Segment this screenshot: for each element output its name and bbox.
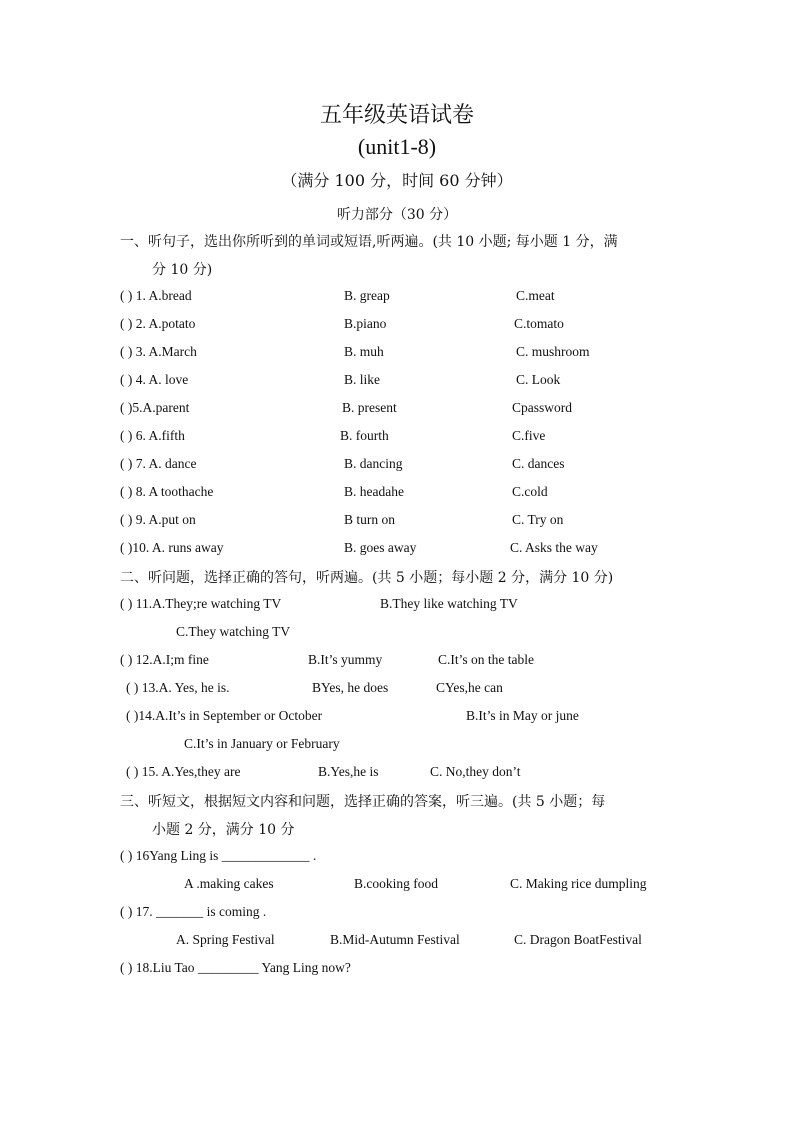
section3-instructions — [120, 788, 680, 844]
section1-line1: 一、听句子，选出你所听到的单词或短语,听两遍。(共 10 小题; 每小题 1 分，满 — [120, 234, 618, 250]
question-11-option-a: ( ) 11.A.They;re watching TV — [120, 596, 282, 611]
question-16-stem: ( ) 16Yang Ling is _____________ . — [120, 848, 317, 863]
question-stem: ( ) 9. A.put on — [120, 512, 196, 527]
option-c: C. mushroom — [516, 344, 590, 359]
section3-line2: 小题 2 分，满分 10 分 — [152, 822, 295, 838]
section2-instructions — [120, 564, 680, 592]
question-stem: ( ) 8. A toothache — [120, 484, 214, 499]
question-stem: ( )5.A.parent — [120, 400, 190, 415]
question-13-option-c: CYes,he can — [436, 680, 503, 695]
question-14-option-a: ( )14.A.It’s in September or October — [126, 708, 323, 723]
question-18-stem: ( ) 18.Liu Tao _________ Yang Ling now? — [120, 960, 351, 975]
question-13-option-a: ( ) 13.A. Yes, he is. — [126, 680, 230, 695]
option-b: B. muh — [344, 344, 384, 359]
question-15-option-c: C. No,they don’t — [430, 764, 521, 779]
question-16-option-c: C. Making rice dumpling — [510, 876, 647, 891]
option-b: B. headahe — [344, 484, 404, 499]
section3-line1: 三、听短文，根据短文内容和问题，选择正确的答案，听三遍。(共 5 小题；每 — [120, 794, 606, 810]
option-c: Cpassword — [512, 400, 572, 415]
section1-instructions — [120, 228, 680, 284]
option-c: C. Look — [516, 372, 561, 387]
question-15-option-b: B.Yes,he is — [318, 764, 379, 779]
option-c: C. Try on — [512, 512, 564, 527]
score-time: （满分 100 分，时间 60 分钟） — [281, 171, 513, 190]
option-b: B. greap — [344, 288, 390, 303]
question-stem: ( ) 6. A.fifth — [120, 428, 185, 443]
question-stem: ( ) 3. A.March — [120, 344, 197, 359]
question-17-stem: ( ) 17. _______ is coming . — [120, 904, 267, 919]
option-c: C.cold — [512, 484, 548, 499]
question-15-option-a: ( ) 15. A.Yes,they are — [126, 764, 241, 779]
question-stem: ( )10. A. runs away — [120, 540, 224, 555]
option-c: C. dances — [512, 456, 565, 471]
question-stem: ( ) 1. A.bread — [120, 288, 192, 303]
question-13-option-b: BYes, he does — [312, 680, 389, 695]
option-b: B. present — [342, 400, 397, 415]
option-c: C.tomato — [514, 316, 564, 331]
question-stem: ( ) 4. A. love — [120, 372, 189, 387]
option-b: B. fourth — [340, 428, 389, 443]
exam-subtitle: (unit1-8) — [357, 134, 437, 159]
option-b: B turn on — [344, 512, 396, 527]
question-16-option-a: A .making cakes — [184, 876, 274, 891]
question-17-option-c: C. Dragon BoatFestival — [514, 932, 642, 947]
question-stem: ( ) 2. A.potato — [120, 316, 196, 331]
option-b: B. dancing — [344, 456, 403, 471]
option-b: B. like — [344, 372, 380, 387]
question-11-option-b: B.They like watching TV — [380, 596, 518, 611]
section1-line2: 分 10 分) — [152, 262, 213, 278]
question-17-option-a: A. Spring Festival — [176, 932, 275, 947]
question-14-option-c: C.It’s in January or February — [184, 736, 340, 751]
listening-heading: 听力部分（30 分） — [336, 207, 458, 223]
question-14-option-b: B.It’s in May or june — [466, 708, 579, 723]
option-b: B.piano — [344, 316, 387, 331]
option-c: C.meat — [516, 288, 555, 303]
question-stem: ( ) 7. A. dance — [120, 456, 197, 471]
question-12-option-a: ( ) 12.A.I;m fine — [120, 652, 209, 667]
question-11-option-c: C.They watching TV — [176, 624, 291, 639]
question-12-option-b: B.It’s yummy — [308, 652, 383, 667]
question-16-option-b: B.cooking food — [354, 876, 438, 891]
exam-title: 五年级英语试卷 — [319, 103, 474, 128]
question-12-option-c: C.It’s on the table — [438, 652, 534, 667]
option-c: C.five — [512, 428, 546, 443]
option-b: B. goes away — [344, 540, 417, 555]
section2-line1: 二、听问题，选择正确的答句，听两遍。(共 5 小题；每小题 2 分，满分 10 分) — [120, 570, 614, 586]
option-c: C. Asks the way — [510, 540, 598, 555]
question-17-option-b: B.Mid-Autumn Festival — [330, 932, 460, 947]
